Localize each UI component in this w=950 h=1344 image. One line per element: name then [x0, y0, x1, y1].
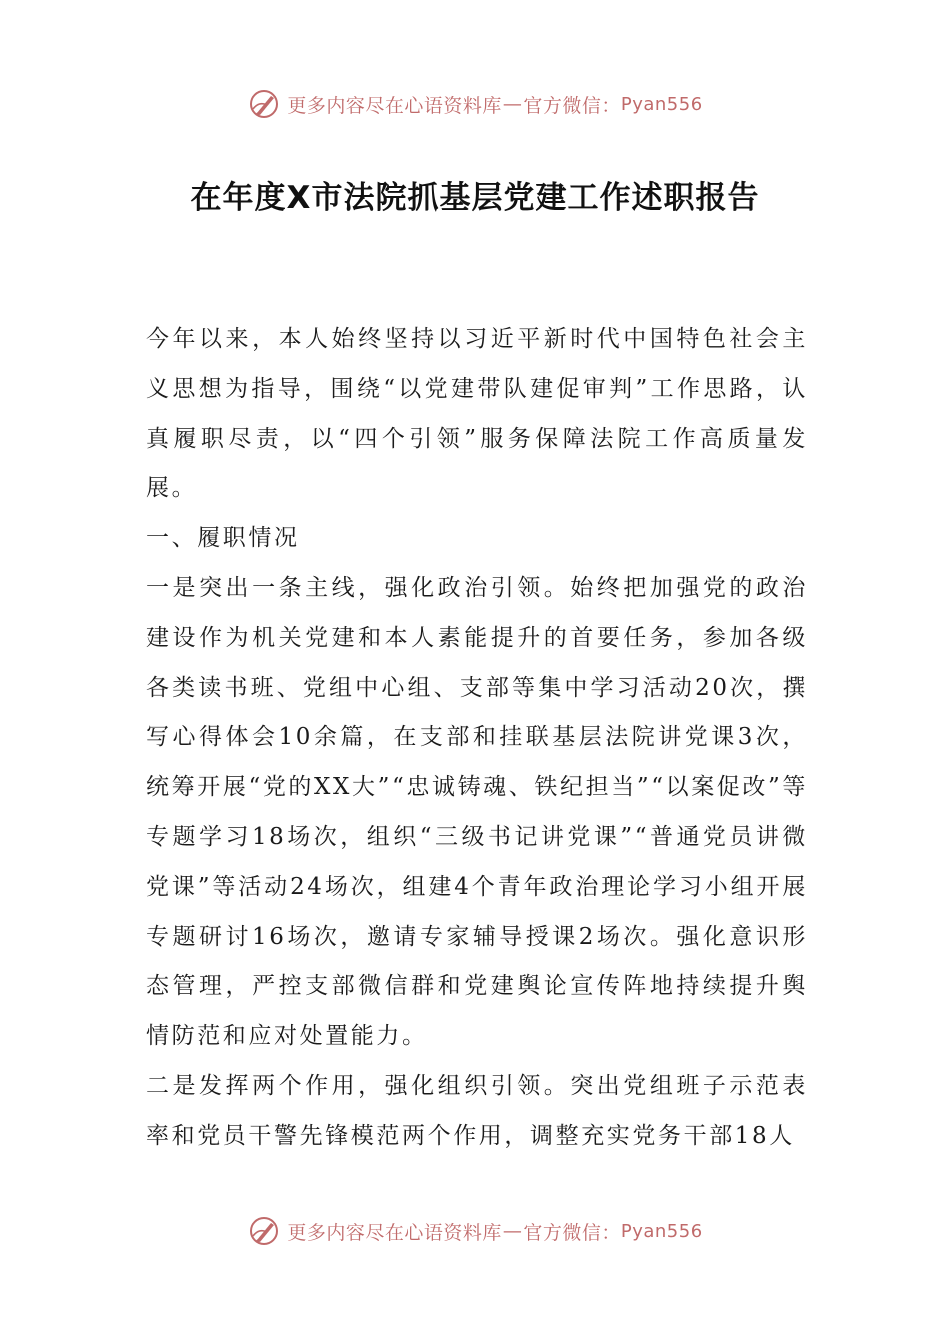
watermark-separator: — — [502, 93, 523, 115]
intro-paragraph: 今年以来，本人始终坚持以习近平新时代中国特色社会主义思想为指导，围绕“以党建带队建促审判”工作思路，认真履职尽责，以“四个引领”服务保障法院工作高质量发展。 — [146, 326, 808, 502]
body-paragraph-1: 一是突出一条主线，强化政治引领。始终把加强党的政治建设作为机关党建和本人素能提升的首要任务，参加各级各类读书班、党组中心组、支部等集中学习活动20次，撰写心得体会10余篇，在支部和挂联基层法院讲党课3次，统筹开展“党的XX大”“忠诚铸魂、铁纪担当”“以案促改”等专题学习18场次，组织“三级书记讲党课”“普通党员讲微党课”等活动24场次，组建4个青年政治理论学习小组开展专题研讨16场次，邀请专家辅导授课2场次。强化意识形态管理，严控支部微信群和党建舆论宣传阵地持续提升舆情防范和应对处置能力。 — [146, 574, 808, 1050]
header-watermark — [0, 84, 950, 124]
document-title: 在年度X市法院抓基层党建工作述职报告 — [190, 180, 760, 216]
watermark-site-text: 更多内容尽在心语资料库 — [287, 94, 502, 117]
watermark-contact-label: 官方微信： — [523, 1221, 621, 1244]
pen-logo-icon — [247, 1214, 283, 1248]
watermark-site-text: 更多内容尽在心语资料库 — [287, 1221, 502, 1244]
footer-watermark — [0, 1211, 950, 1251]
watermark-contact-id: Pyan556 — [620, 93, 703, 115]
document-body — [146, 315, 808, 1162]
body-paragraph-2: 二是发挥两个作用，强化组织引领。突出党组班子示范表率和党员干警先锋模范两个作用，调整充实党务干部18人 — [146, 1072, 808, 1149]
watermark-separator: — — [502, 1220, 523, 1242]
section-heading: 一、履职情况 — [146, 525, 300, 552]
pen-logo-icon — [247, 87, 283, 121]
watermark-contact-id: Pyan556 — [620, 1220, 703, 1242]
watermark-contact-label: 官方微信： — [523, 94, 621, 117]
